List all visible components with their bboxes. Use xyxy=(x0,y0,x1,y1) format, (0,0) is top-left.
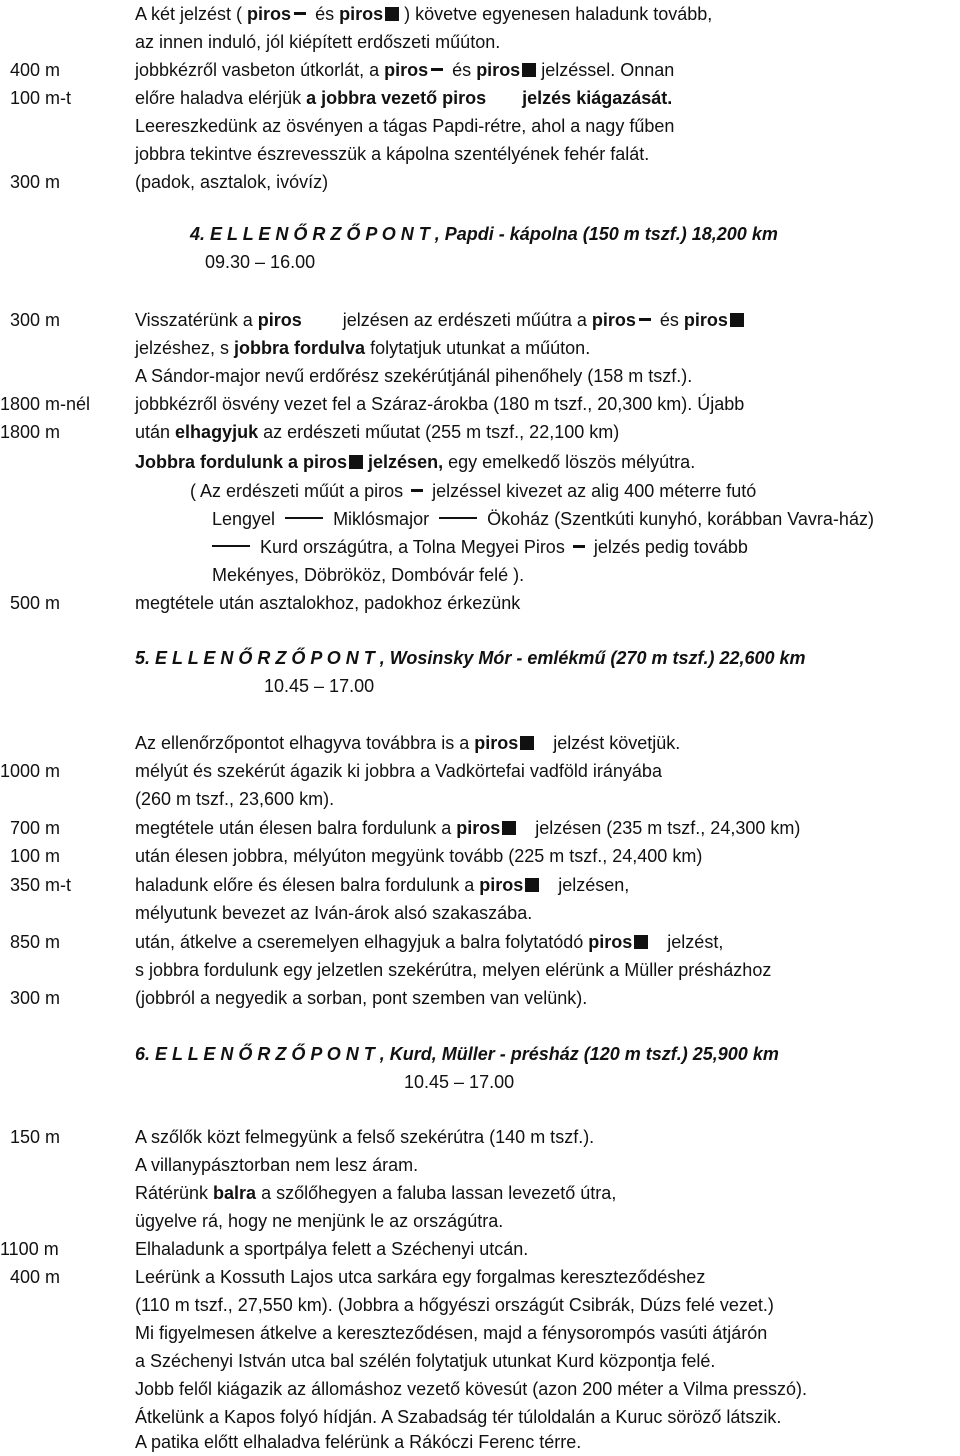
text-line xyxy=(0,0,960,28)
line-text: (110 m tszf., 27,550 km). (Jobbra a hőgyészi országút Csibrák, Dúzs felé vezet.) xyxy=(135,1295,774,1315)
distance: 700 m xyxy=(10,818,61,838)
line-text: Az ellenőrzőpontot elhagyva továbbra is a xyxy=(135,733,475,753)
text-line xyxy=(0,1347,960,1375)
text-line xyxy=(0,418,960,446)
text-line xyxy=(0,140,960,168)
distance: 100 m-t xyxy=(10,88,72,108)
line-text: A Sándor-major nevű erdőrész szekérútjánál pihenőhely (158 m tszf.). xyxy=(135,366,693,386)
line-text: ) követve egyenesen haladunk tovább, xyxy=(399,4,713,24)
line-text: mélyút és szekérút ágazik ki jobbra a Vadkörtefai vadföld irányába xyxy=(135,761,662,781)
distance: 100 m xyxy=(10,846,61,866)
line-text: jelzést, xyxy=(662,932,724,952)
line-text: és xyxy=(310,4,340,24)
trail-color: piros xyxy=(474,733,519,753)
text-line xyxy=(0,899,960,927)
line-text: jelzéssel kivezet az alig 400 méterre futó xyxy=(427,481,757,501)
distance: 400 m xyxy=(10,60,61,80)
place-name: Lengyel xyxy=(212,509,276,529)
bold-text: balra xyxy=(213,1183,257,1203)
text-line xyxy=(0,1428,960,1456)
line-text: (jobbról a negyedik a sorban, pont szemben van velünk). xyxy=(135,988,588,1008)
line-text: Jobb felől kiágazik az állomáshoz vezető kövesút (azon 200 méter a Vilma presszó). xyxy=(135,1379,808,1399)
line-text: előre haladva elérjük xyxy=(135,88,307,108)
text-line xyxy=(0,928,960,956)
text-line xyxy=(0,1291,960,1319)
place-name: Miklósmajor xyxy=(333,509,430,529)
text-line xyxy=(0,334,960,362)
red-square-icon xyxy=(520,736,534,750)
text-line xyxy=(0,871,960,899)
line-text: mélyutunk bevezet az Iván-árok alsó szakaszába. xyxy=(135,903,533,923)
line-text: a szőlőhegyen a faluba lassan levezető útra, xyxy=(256,1183,617,1203)
line-text: ügyelve rá, hogy ne menjünk le az országútra. xyxy=(135,1211,504,1231)
distance: 1100 m xyxy=(0,1239,59,1259)
line-text: Mi figyelmesen átkelve a kereszteződésen, majd a fénysorompós vasúti átjárón xyxy=(135,1323,768,1343)
line-text: és xyxy=(447,60,477,80)
text-line xyxy=(0,785,960,813)
line-text: a Széchenyi István utca bal szélén folytatjuk utunkat Kurd központja felé. xyxy=(135,1351,716,1371)
line-text: jobbkézről vasbeton útkorlát, a xyxy=(135,60,385,80)
line-text: után élesen jobbra, mélyúton megyünk tovább (225 m tszf., 24,400 km) xyxy=(135,846,703,866)
line-text: megtétele után asztalokhoz, padokhoz érkezünk xyxy=(135,593,521,613)
checkpoint-time xyxy=(0,1068,960,1096)
line-text: Visszatérünk a xyxy=(135,310,258,330)
line-text: A patika előtt elhaladva felérünk a Rákóczi Ferenc térre. xyxy=(135,1432,582,1452)
text-line xyxy=(0,390,960,418)
line-text: (260 m tszf., 23,600 km). xyxy=(135,789,335,809)
line-text: jelzés pedig tovább xyxy=(588,537,748,557)
text-line xyxy=(0,757,960,785)
dash-separator xyxy=(439,517,477,519)
text-line xyxy=(0,984,960,1012)
red-square-icon xyxy=(730,313,744,327)
red-stripe-icon xyxy=(411,489,423,492)
red-square-icon xyxy=(349,455,363,469)
distance: 300 m xyxy=(10,172,61,192)
bold-text: elhagyjuk xyxy=(175,422,259,442)
line-text: és xyxy=(654,310,684,330)
text-line xyxy=(0,168,960,196)
bold-text: a jobbra vezető piros xyxy=(306,88,487,108)
line-text: az erdészeti műutat (255 m tszf., 22,100 km) xyxy=(258,422,620,442)
trail-color: piros xyxy=(479,875,524,895)
line-text: egy emelkedő löszös mélyútra. xyxy=(443,452,696,472)
checkpoint-title: 5. E L L E N Ő R Z Ő P O N T , Wosinsky Mór - emlékmű (270 m tszf.) 22,600 km xyxy=(135,648,806,668)
text-line xyxy=(0,84,960,112)
bold-text: jobbra fordulva xyxy=(234,338,366,358)
distance: 150 m xyxy=(10,1127,61,1147)
line-text: jobbkézről ösvény vezet fel a Száraz-árokba (180 m tszf., 20,300 km). Újabb xyxy=(135,394,745,414)
line-text: s jobbra fordulunk egy jelzetlen szekérútra, melyen elérünk a Müller présházhoz xyxy=(135,960,772,980)
line-text: jelzésen, xyxy=(553,875,630,895)
distance: 1800 m xyxy=(0,422,61,442)
text-line xyxy=(0,1319,960,1347)
text-line xyxy=(0,448,960,476)
line-text: ( Az erdészeti műút a piros xyxy=(190,481,409,501)
line-text: az innen induló, jól kiépített erdőszeti műúton. xyxy=(135,32,501,52)
red-square-icon xyxy=(385,7,399,21)
text-line xyxy=(0,729,960,757)
text-line xyxy=(0,1403,960,1431)
distance: 500 m xyxy=(10,593,61,613)
trail-color: piros xyxy=(247,4,292,24)
red-stripe-icon xyxy=(294,12,306,15)
distance: 350 m-t xyxy=(10,875,72,895)
distance: 400 m xyxy=(10,1267,61,1287)
text-line xyxy=(0,533,960,561)
trail-color: piros xyxy=(339,4,384,24)
checkpoint-title: 6. E L L E N Ő R Z Ő P O N T , Kurd, Müller - présház (120 m tszf.) 25,900 km xyxy=(135,1044,779,1064)
line-text: Elhaladunk a sportpálya felett a Széchenyi utcán. xyxy=(135,1239,529,1259)
opening-hours: 10.45 – 17.00 xyxy=(264,676,375,696)
bold-text: Jobbra fordulunk a piros xyxy=(135,452,348,472)
line-text: Leérünk a Kossuth Lajos utca sarkára egy forgalmas kereszteződéshez xyxy=(135,1267,706,1287)
line-text: (padok, asztalok, ivóvíz) xyxy=(135,172,329,192)
text-line xyxy=(0,1263,960,1291)
trail-color: piros xyxy=(588,932,633,952)
distance: 300 m xyxy=(10,310,61,330)
red-square-icon xyxy=(525,878,539,892)
text-line xyxy=(0,1207,960,1235)
bold-text: jelzés kiágazását. xyxy=(522,88,673,108)
text-line xyxy=(0,28,960,56)
red-stripe-icon xyxy=(431,68,443,71)
distance: 1000 m xyxy=(0,761,61,781)
line-text: megtétele után élesen balra fordulunk a xyxy=(135,818,457,838)
dash-separator xyxy=(285,517,323,519)
checkpoint-heading xyxy=(0,220,960,248)
red-square-icon xyxy=(522,63,536,77)
distance: 300 m xyxy=(10,988,61,1008)
line-text: jelzéssel. Onnan xyxy=(536,60,675,80)
red-square-icon xyxy=(634,935,648,949)
line-text: jelzést követjük. xyxy=(548,733,681,753)
trail-color: piros xyxy=(257,310,302,330)
line-text: jelzéshez, s xyxy=(135,338,235,358)
line-text: jelzésen (235 m tszf., 24,300 km) xyxy=(530,818,801,838)
trail-color: piros xyxy=(456,818,501,838)
checkpoint-time xyxy=(0,672,960,700)
text-line xyxy=(0,56,960,84)
text-line xyxy=(0,112,960,140)
distance: 850 m xyxy=(10,932,61,952)
text-line xyxy=(0,1151,960,1179)
dash-separator xyxy=(212,545,250,547)
line-text: jelzésen az erdészeti műútra a xyxy=(337,310,592,330)
text-line xyxy=(0,1235,960,1263)
text-line xyxy=(0,1123,960,1151)
red-stripe-icon xyxy=(639,318,651,321)
text-line xyxy=(0,362,960,390)
distance: 1800 m-nél xyxy=(0,394,91,414)
red-square-icon xyxy=(502,821,516,835)
text-line xyxy=(0,477,960,505)
bold-text: jelzésen, xyxy=(363,452,444,472)
line-text: után xyxy=(135,422,176,442)
line-text: A villanypásztorban nem lesz áram. xyxy=(135,1155,419,1175)
line-text: jobbra tekintve észrevesszük a kápolna szentélyének fehér falát. xyxy=(135,144,650,164)
line-text: Kurd országútra, a Tolna Megyei Piros xyxy=(260,537,570,557)
opening-hours: 10.45 – 17.00 xyxy=(404,1072,515,1092)
checkpoint-heading xyxy=(0,1040,960,1068)
line-text: A szőlők közt felmegyünk a felső szekérútra (140 m tszf.). xyxy=(135,1127,595,1147)
place-name: Ökoház (Szentkúti kunyhó, korábban Vavra-ház) xyxy=(487,509,874,529)
line-text: Leereszkedünk az ösvényen a tágas Papdi-rétre, ahol a nagy fűben xyxy=(135,116,675,136)
text-line xyxy=(0,1375,960,1403)
line-text: után, átkelve a cseremelyen elhagyjuk a balra folytatódó xyxy=(135,932,589,952)
text-line xyxy=(0,814,960,842)
text-line xyxy=(0,842,960,870)
text-line xyxy=(0,1179,960,1207)
text-line xyxy=(0,589,960,617)
checkpoint-title: 4. E L L E N Ő R Z Ő P O N T , Papdi - kápolna (150 m tszf.) 18,200 km xyxy=(190,224,778,244)
line-text: haladunk előre és élesen balra fordulunk a xyxy=(135,875,480,895)
trail-color: piros xyxy=(683,310,728,330)
text-line xyxy=(0,505,960,533)
checkpoint-heading xyxy=(0,644,960,672)
line-text: Átkelünk a Kapos folyó hídján. A Szabadság tér túloldalán a Kuruc söröző látszik. xyxy=(135,1407,782,1427)
red-stripe-icon xyxy=(573,545,585,548)
text-line xyxy=(0,306,960,334)
line-text: Rátérünk xyxy=(135,1183,214,1203)
text-line xyxy=(0,956,960,984)
line-text: A két jelzést ( xyxy=(135,4,248,24)
trail-color: piros xyxy=(476,60,521,80)
text-line xyxy=(0,561,960,589)
trail-color: piros xyxy=(384,60,429,80)
line-text: Mekényes, Döbrököz, Dombóvár felé ). xyxy=(212,565,525,585)
checkpoint-time xyxy=(0,248,960,276)
line-text: folytatjuk utunkat a műúton. xyxy=(365,338,591,358)
trail-color: piros xyxy=(591,310,636,330)
opening-hours: 09.30 – 16.00 xyxy=(205,252,316,272)
